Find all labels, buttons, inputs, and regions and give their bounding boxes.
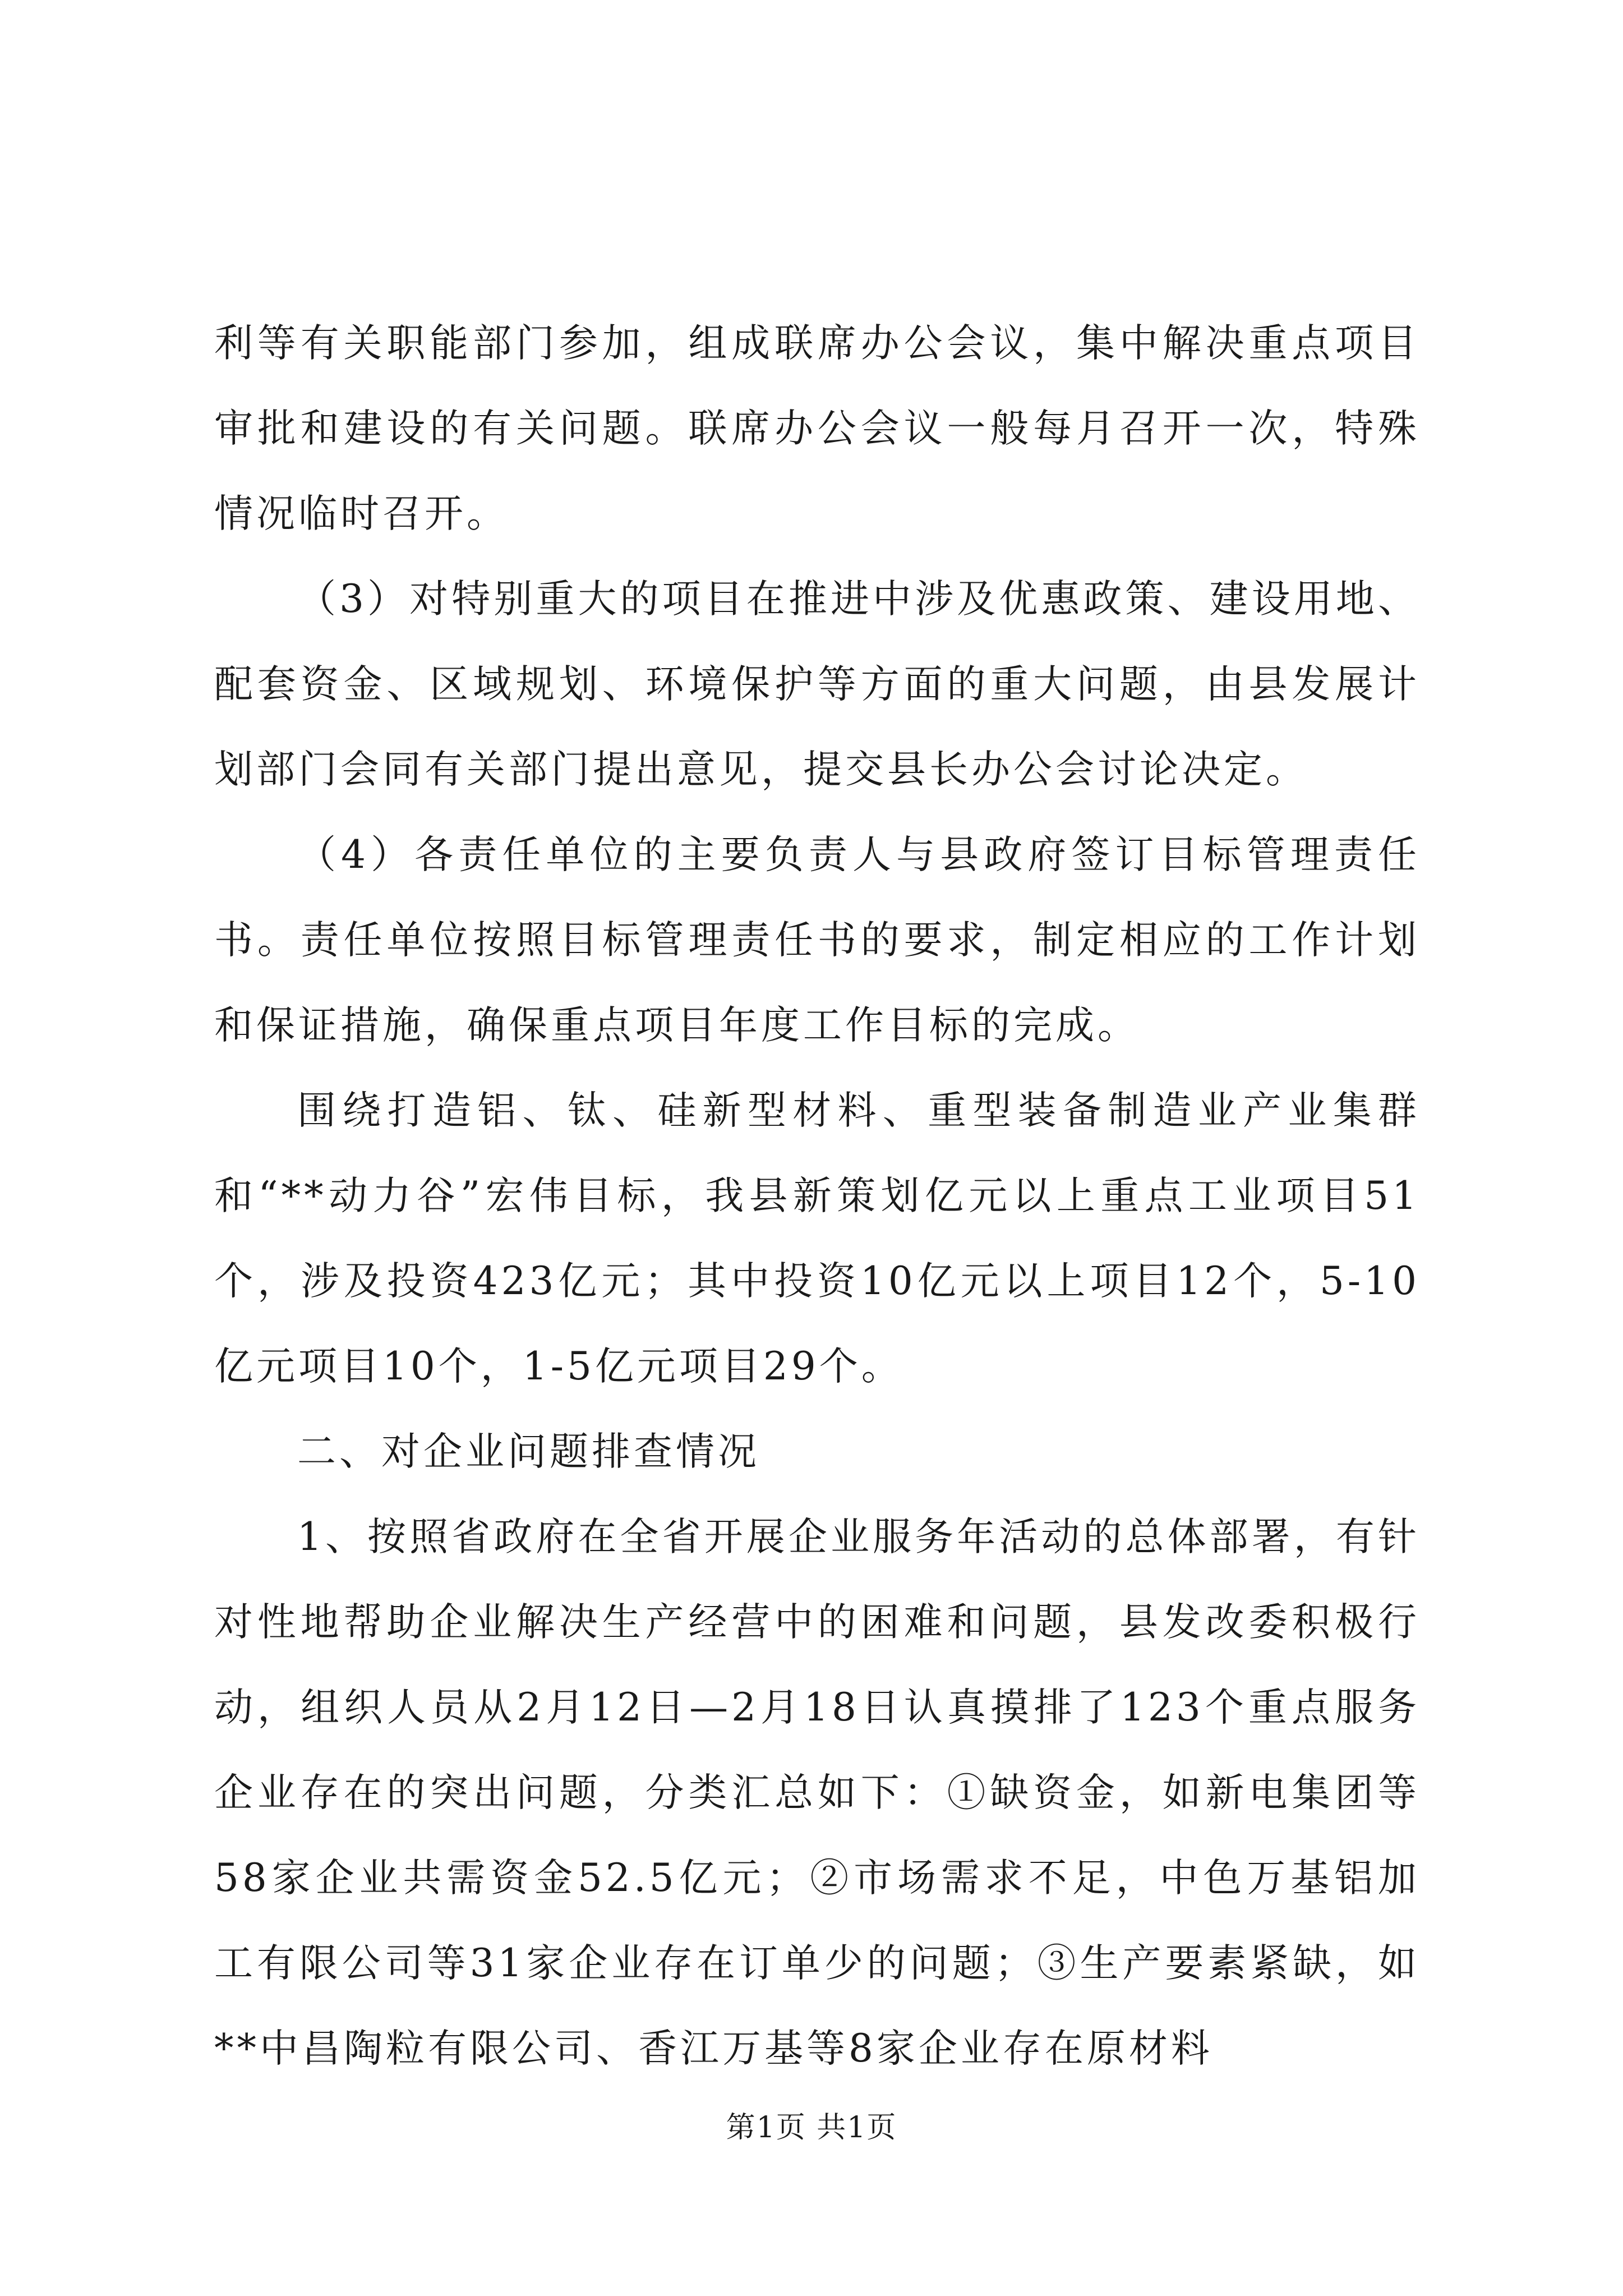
section-heading: 二、对企业问题排查情况 <box>297 1429 760 1474</box>
paragraph-3: （4）各责任单位的主要负责人与县政府签订目标管理责任书。责任单位按照目标管理责任书的要求，制定相应的工作计划和保证措施，确保重点项目年度工作目标的完成。 <box>214 832 1420 1048</box>
document-body <box>214 301 1420 2091</box>
paragraph-2: （3）对特别重大的项目在推进中涉及优惠政策、建设用地、配套资金、区域规划、环境保护等方面的重大问题，由县发展计划部门会同有关部门提出意见，提交县长办公会讨论决定。 <box>214 577 1420 792</box>
paragraph-5: 1、按照省政府在全省开展企业服务年活动的总体部署，有针对性地帮助企业解决生产经营中的困难和问题，县发改委积极行动，组织人员从2月12日—2月18日认真摸排了123个重点服务企业存在的突出问题，分类汇总如下：①缺资金，如新电集团等58家企业共需资金52.5亿元；②市场需求不足，中色万基铝加工有限公司等31家企业存在订单少的问题；③生产要素紧缺，如**中昌陶粒有限公司、香江万基等8家企业存在原材料 <box>214 1515 1420 2071</box>
page-footer: 第1页 共1页 <box>726 2111 897 2145</box>
paragraph-1: 利等有关职能部门参加，组成联席办公会议，集中解决重点项目审批和建设的有关问题。联席办公会议一般每月召开一次，特殊情况临时召开。 <box>214 321 1420 536</box>
paragraph-4: 围绕打造铝、钛、硅新型材料、重型装备制造业产业集群和“**动力谷”宏伟目标，我县新策划亿元以上重点工业项目51个，涉及投资423亿元；其中投资10亿元以上项目12个，5-10亿元项目10个，1-5亿元项目29个。 <box>214 1088 1420 1389</box>
